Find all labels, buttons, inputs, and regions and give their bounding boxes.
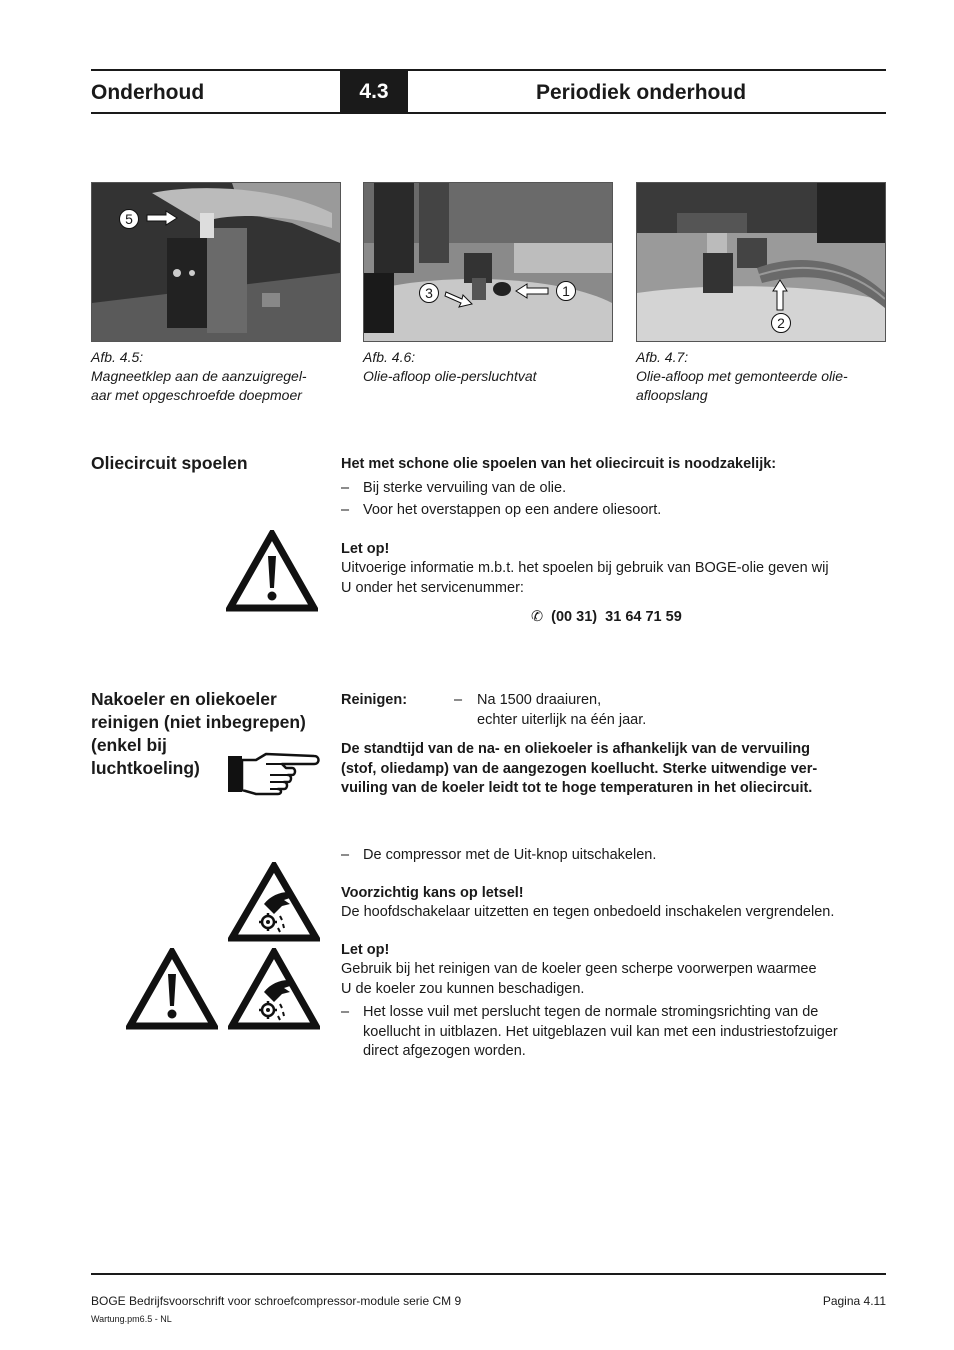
footer-rule (91, 1273, 886, 1275)
list-item: – Bij sterke vervuiling van de olie. (341, 479, 567, 496)
arrow-up-icon (772, 279, 788, 311)
callout-3: 3 (419, 283, 439, 303)
warning-triangle-icon (126, 948, 218, 1030)
figure-4-7-photo (636, 182, 886, 342)
figure-4-6-photo (363, 182, 613, 342)
hand-injury-warning-icon (228, 862, 320, 942)
warning-triangle-icon (226, 530, 318, 612)
interval-label: Reinigen: (341, 692, 408, 708)
figure-4-5-caption (91, 348, 346, 405)
caption-line: Magneetklep aan de aanzuigregel- (91, 368, 307, 384)
figure-label: Afb. 4.7: (636, 349, 689, 365)
phone-icon: ✆ (531, 609, 544, 625)
list-item: – De compressor met de Uit-knop uitschakelen. (341, 847, 657, 863)
caution-text: De hoofdschakelaar uitzetten en tegen onbedoeld inschakelen vergrendelen. (341, 904, 835, 920)
note-line: U de koeler zou kunnen beschadigen. (341, 980, 585, 997)
chapter-title: Onderhoud (91, 81, 205, 104)
pointing-hand-icon (226, 750, 322, 798)
section-number: 4.3 (340, 71, 408, 112)
figure-4-7-caption (636, 348, 891, 405)
arrow-down-right-icon (444, 289, 474, 309)
caption-line: Olie-afloop met gemonteerde olie- (636, 368, 848, 384)
callout-5: 5 (119, 209, 139, 229)
caption-line: Olie-afloop olie-persluchtvat (363, 368, 537, 384)
list-item: – Voor het overstappen op een andere oliesoort. (341, 502, 662, 518)
figure-4-5-photo (91, 182, 341, 342)
arrow-right-icon (146, 210, 178, 226)
caption-line: aar met opgeschroefde doepmoer (91, 387, 302, 403)
section2-interval (341, 691, 886, 799)
note-line: Uitvoerige informatie m.b.t. het spoelen bij gebruik van BOGE-olie geven wij (341, 560, 829, 576)
arrow-left-icon (515, 283, 549, 299)
callout-1: 1 (556, 281, 576, 301)
interval-line: echter uiterlijk na één jaar. (477, 711, 647, 728)
section-title: Periodiek onderhoud (536, 81, 747, 104)
figure-label: Afb. 4.5: (91, 349, 144, 365)
interval-line: Na 1500 draaiuren, (477, 692, 602, 708)
caption-line: afloopslang (636, 387, 708, 403)
footer-title: BOGE Bedrijfsvoorschrift voor schroefcompressor-module serie CM 9 (91, 1294, 462, 1308)
interval-dash: – (454, 692, 463, 708)
page-number: Pagina 4.11 (822, 1294, 886, 1308)
hand-injury-warning-icon (228, 948, 320, 1030)
caution-title: Voorzichtig kans op letsel! (341, 884, 524, 901)
list-item: – Het losse vuil met perslucht tegen de normale stromingsrichting van de koellucht in uitblazen. Het uitgeblazen vuil kan met een industriestofzuiger direct afgezogen worden. (341, 1004, 838, 1059)
koeler-warning-text: De standtijd van de na- en oliekoeler is afhankelijk van de vervuiling (stof, oliedamp) van de aangezogen koellucht. Sterke uitwendige ver- vuiling van de koeler leidt tot te hoge temperaturen in het oliecircuit. (341, 741, 818, 796)
header-bottom-rule (91, 112, 886, 114)
section1-intro: Het met schone olie spoelen van het oliecircuit is noodzakelijk: (341, 456, 777, 472)
note-line: U onder het servicenummer: (341, 579, 524, 596)
phone-number: (00 31) 31 64 71 59 (551, 609, 682, 625)
section-heading-koeler: Nakoeler en oliekoeler reinigen (niet inbegrepen) (enkel bij luchtkoeling) (91, 689, 306, 778)
section-heading-oliecircuit: Oliecircuit spoelen (91, 453, 248, 473)
section1-body (341, 455, 886, 628)
header-top-rule (91, 69, 886, 71)
section2-steps (341, 846, 886, 1062)
figure-label: Afb. 4.6: (363, 349, 416, 365)
callout-2: 2 (771, 313, 791, 333)
note-line: Gebruik bij het reinigen van de koeler geen scherpe voorwerpen waarmee (341, 961, 817, 977)
service-phone (341, 608, 886, 628)
note-title: Let op! (341, 540, 390, 557)
footer-file: Wartung.pm6.5 - NL (91, 1314, 172, 1324)
figure-4-6-caption (363, 348, 618, 386)
note-title: Let op! (341, 941, 390, 958)
